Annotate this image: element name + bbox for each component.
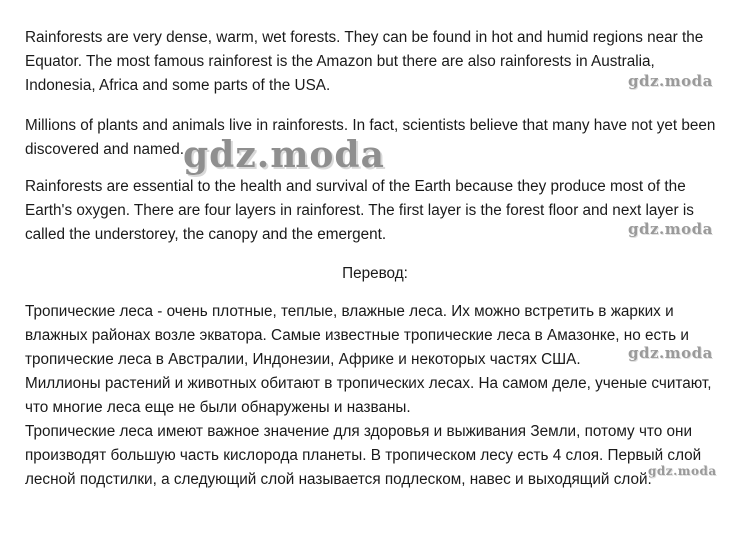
translation-heading: Перевод: (342, 265, 408, 282)
russian-line: что многие леса еще не были обнаружены и названы. (25, 399, 411, 416)
watermark: gdz.moda (628, 72, 713, 90)
russian-line: лесной подстилки, а следующий слой называется подлеском, навес и выходящий слой. (25, 471, 652, 488)
watermark: gdz.moda (628, 344, 713, 362)
russian-line: Миллионы растений и животных обитают в тропических лесах. На самом деле, ученые считают, (25, 375, 712, 392)
watermark: gdz.moda (628, 220, 713, 238)
watermark: gdz.moda (648, 464, 717, 478)
russian-line: тропические леса в Австралии, Индонезии, Африке и некоторых частях США. (25, 351, 581, 368)
russian-line: производят большую часть кислорода планеты. В тропическом лесу есть 4 слоя. Первый слой (25, 447, 702, 464)
russian-translation (25, 300, 725, 492)
english-paragraph-1: Rainforests are very dense, warm, wet forests. They can be found in hot and humid regions near the Equator. The most famous rainforest is the Amazon but there are also rainforests in Australia, Indonesia, Africa and some parts of the USA. (25, 29, 704, 94)
russian-line: влажных районах возле экватора. Самые известные тропические леса в Амазонке, но есть и (25, 327, 689, 344)
english-paragraph-2: Millions of plants and animals live in rainforests. In fact, scientists believe that many have not yet been discovered and named. (25, 117, 716, 158)
english-paragraph-3: Rainforests are essential to the health and survival of the Earth because they produce most of the Earth's oxygen. There are four layers in rainforest. The first layer is the forest floor and next layer is called the understorey, the canopy and the emergent. (25, 178, 694, 243)
watermark-large: gdz.moda (183, 134, 385, 176)
russian-line: Тропические леса имеют важное значение для здоровья и выживания Земли, потому что они (25, 423, 693, 440)
russian-line: Тропические леса - очень плотные, теплые, влажные леса. Их можно встретить в жарких и (25, 303, 674, 320)
